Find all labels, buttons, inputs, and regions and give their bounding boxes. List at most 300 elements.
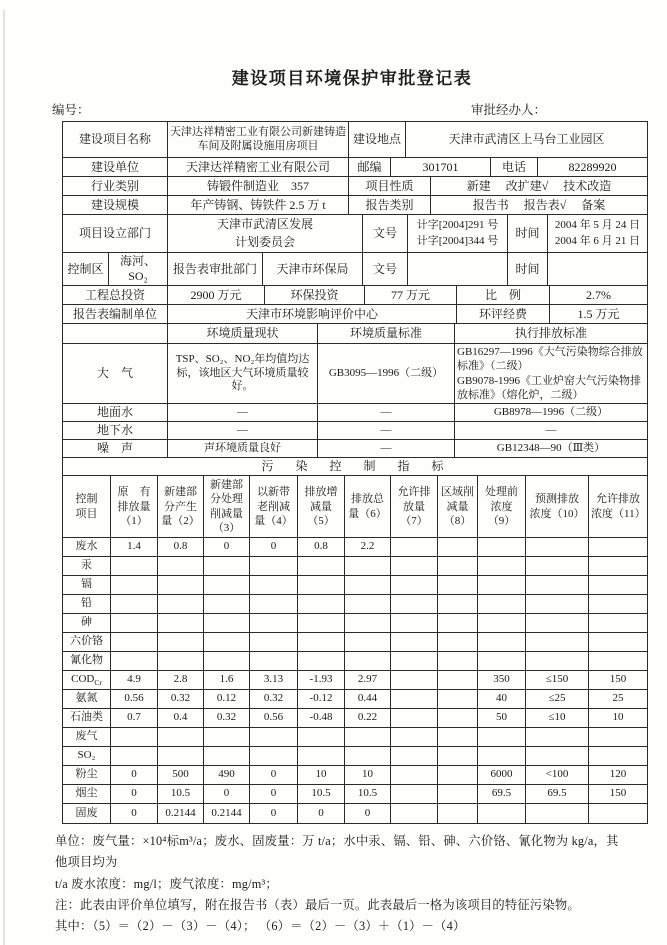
footnote-remark: 注：此表由评价单位填写，附在报告书（表）最后一页。此表最后一格为该项目的特征污染物。 xyxy=(55,897,580,912)
footnote-formula: 其中：（5）＝（2）－（3）－（4）； （6）＝（2）－（3）＋（1）－（4） xyxy=(55,919,466,934)
env-emission-line: GB9078-1996《工业炉窑大气污染物排放标准》（熔化炉，二级） xyxy=(457,374,641,401)
pollutant-name: SO₂ xyxy=(63,747,111,765)
pollution-value-cell xyxy=(526,538,589,556)
pollution-value-cell xyxy=(391,747,438,765)
pollution-value-cell xyxy=(438,538,478,556)
footnotes xyxy=(55,831,620,937)
pollution-value-cell xyxy=(478,595,526,613)
pollution-value-cell: 10 xyxy=(612,711,624,724)
pollution-value-cell: -0.48 xyxy=(298,709,345,727)
env-quality-row xyxy=(63,422,647,440)
pollution-value-cell xyxy=(478,804,526,823)
env-status-value: — xyxy=(168,422,318,439)
row-industry xyxy=(63,177,647,196)
pollution-column-header xyxy=(438,476,478,537)
pollution-value-cell xyxy=(589,538,647,556)
pollution-value-cell xyxy=(478,557,526,575)
pollution-value-cell xyxy=(204,614,250,632)
doc-no-label: 文号 xyxy=(363,215,408,252)
header-line: 处理前 xyxy=(485,486,518,499)
env-quality-corner-cell xyxy=(63,324,168,343)
approver-label: 审批经办人： xyxy=(470,103,546,117)
pollution-value-cell: 0.4 xyxy=(158,709,204,727)
pollution-value-cell xyxy=(250,747,298,765)
pollution-value-cell xyxy=(526,633,589,651)
pollution-value-cell: 2.97 xyxy=(345,671,391,689)
pollution-row xyxy=(63,557,647,576)
pollution-value-cell: 2.2 xyxy=(345,538,391,556)
unit-label: 建设单位 xyxy=(63,158,168,176)
pollution-column-header-lines xyxy=(76,492,98,521)
header-line: 减量（5） xyxy=(307,500,335,527)
pollution-value-cell: 10.5 xyxy=(298,785,345,803)
pollution-value-cell: 10.5 xyxy=(345,785,391,803)
pollution-value-cell xyxy=(589,595,647,613)
pollution-column-header-lines xyxy=(530,492,585,521)
env-standard-value: — xyxy=(318,404,455,421)
header-line: 量（2） xyxy=(161,514,200,527)
pollution-value-cell: 500 xyxy=(158,766,204,784)
pollution-value-cell xyxy=(438,576,478,594)
env-standard-value: — xyxy=(318,422,455,439)
pollution-value-cell xyxy=(204,595,250,613)
pollution-value-cell xyxy=(589,652,647,670)
pollution-value-cell xyxy=(298,652,345,670)
pollution-value-cell xyxy=(204,557,250,575)
pollution-value-cell xyxy=(111,633,158,651)
pollution-value-cell: 1.4 xyxy=(111,538,158,556)
doc-no2-label: 文号 xyxy=(363,253,408,285)
pollution-value-cell xyxy=(111,747,158,765)
pollution-value-cell xyxy=(204,747,250,765)
pollution-column-header-lines xyxy=(300,485,342,528)
total-invest-value: 2900 万元 xyxy=(168,286,265,304)
industry-label: 行业类别 xyxy=(63,177,168,195)
header-line: 允许排 xyxy=(397,486,431,499)
pollution-value-cell xyxy=(438,652,478,670)
pollution-value-cell: 69.5 xyxy=(526,785,589,803)
pollution-value-cell: 150 xyxy=(609,673,627,686)
env-quality-rows xyxy=(63,344,647,458)
env-medium-name: 噪 声 xyxy=(63,440,168,457)
pollution-value-cell: 490 xyxy=(204,766,250,784)
pollution-value-cell xyxy=(298,557,345,575)
pollution-value-cell: 0.44 xyxy=(345,690,391,708)
report-type-label: 报告类别 xyxy=(349,196,431,214)
pollution-value-cell xyxy=(391,671,438,689)
pollution-row xyxy=(63,728,647,747)
row-scale xyxy=(63,196,647,215)
report-type-value: 报告书 报告表√ 备案 xyxy=(472,197,606,212)
pollution-value-cell xyxy=(526,576,589,594)
row-report-unit xyxy=(63,305,647,324)
pollution-value-cell xyxy=(391,690,438,708)
pollution-value-cell xyxy=(111,728,158,746)
pollution-row xyxy=(63,595,647,614)
pollution-value-cell: 10 xyxy=(298,766,345,784)
env-standard-value: GB3095—1996（二级） xyxy=(318,344,455,403)
pollution-value-cell: 0 xyxy=(111,785,158,803)
doc-no2-value xyxy=(408,253,508,285)
pollution-value-cell: 0.2144 xyxy=(204,804,250,823)
pollution-value-cell xyxy=(478,633,526,651)
env-emission-value xyxy=(455,422,647,439)
pollution-value-cell: 350 xyxy=(478,671,526,689)
registration-form-table xyxy=(62,121,648,824)
doc-no-value xyxy=(408,215,508,252)
pollution-value-cell: 0 xyxy=(204,785,250,803)
pollution-row xyxy=(63,709,647,728)
footnote-units-line1: 单位：废气量：×10⁴标m³/a；废水、固废量：万 t/a；水中汞、镉、铅、砷、六价铬、氰化物为 kg/a，其他项目均为 xyxy=(55,834,619,870)
pollution-value-cell: 50 xyxy=(478,709,526,727)
phone-label: 电话 xyxy=(491,158,538,176)
pollution-value-cell xyxy=(298,728,345,746)
phone-value: 82289920 xyxy=(568,159,617,174)
pollution-value-cell xyxy=(478,538,526,556)
header-line: （3） xyxy=(212,521,241,534)
pollution-value-cell xyxy=(391,709,438,727)
pollution-column-header xyxy=(298,476,345,537)
env-invest-value: 77 万元 xyxy=(365,286,457,304)
total-invest-label: 工程总投资 xyxy=(63,286,168,304)
pollution-row xyxy=(63,614,647,633)
pollution-value-cell xyxy=(391,538,438,556)
pollution-value-cell: 0 xyxy=(250,538,298,556)
approve-dept-label: 报告表审批部门 xyxy=(168,253,263,285)
header-line: 原 有 xyxy=(117,486,151,499)
pollution-value-cell xyxy=(438,785,478,803)
establish-dept-value xyxy=(168,215,363,252)
pollution-value-cell xyxy=(111,557,158,575)
header-line: （1） xyxy=(120,514,148,527)
pollution-value-cell xyxy=(250,614,298,632)
pollution-value-cell xyxy=(526,728,589,746)
pollutant-name: 粉尘 xyxy=(63,766,111,784)
header-line: 区域削 xyxy=(441,486,474,499)
pollution-value-cell: 3.13 xyxy=(250,671,298,689)
pollution-value-cell xyxy=(589,633,647,651)
pollution-value-cell xyxy=(589,747,647,765)
pollution-value-cell xyxy=(526,557,589,575)
pollution-value-cell xyxy=(158,614,204,632)
pollution-value-cell: 10.5 xyxy=(158,785,204,803)
pollution-value-cell: ≤25 xyxy=(526,690,589,708)
pollution-value-cell: 0 xyxy=(111,804,158,823)
row-project-name xyxy=(63,122,647,158)
header-line: 减量 xyxy=(446,500,469,513)
pollution-value-cell xyxy=(438,633,478,651)
pollution-column-header-lines xyxy=(348,492,387,521)
pollution-row xyxy=(63,766,647,785)
pollution-column-header xyxy=(478,476,526,537)
pollution-value-cell xyxy=(478,614,526,632)
pollution-value-cell xyxy=(438,766,478,784)
nature-value: 新建 改扩建√ 技术改造 xyxy=(466,178,612,193)
pollution-value-cell: 0.32 xyxy=(250,690,298,708)
pollution-value-cell xyxy=(345,633,391,651)
env-medium-name: 地面水 xyxy=(63,404,168,421)
pollution-value-cell: 0 xyxy=(345,804,391,823)
pollution-value-cell xyxy=(111,652,158,670)
pollution-value-cell xyxy=(250,576,298,594)
pollution-column-header-lines xyxy=(161,485,200,528)
unit-value: 天津达祥精密工业有限公司 xyxy=(168,158,349,176)
pollution-value-cell: 1.6 xyxy=(204,671,250,689)
eia-fee-value: 1.5 万元 xyxy=(577,306,620,321)
pollution-value-cell: 0 xyxy=(204,538,250,556)
establish-dept-label: 项目设立部门 xyxy=(63,215,168,252)
pollution-value-cell: 0.56 xyxy=(250,709,298,727)
pollution-value-cell: 150 xyxy=(609,787,627,800)
pollutant-name: 石油类 xyxy=(63,709,111,727)
pollution-value-cell xyxy=(391,804,438,823)
pollutant-name: 烟尘 xyxy=(63,785,111,803)
time-line2: 2004 年 6 月 21 日 xyxy=(554,234,641,247)
env-emission-line: — xyxy=(545,423,557,436)
pollutant-name: 六价铬 xyxy=(63,633,111,651)
pollution-column-header xyxy=(204,476,250,537)
pollution-row xyxy=(63,538,647,557)
header-line: 老削减 xyxy=(257,500,290,513)
pollution-row xyxy=(63,804,647,823)
pollution-value-cell xyxy=(111,595,158,613)
pollution-value-cell xyxy=(158,652,204,670)
nature-label: 项目性质 xyxy=(349,177,431,195)
env-status-value: TSP、SO₂、NO₂年均值均达标，该地区大气环境质量较好。 xyxy=(168,344,318,403)
pollution-value-cell xyxy=(438,614,478,632)
env-status-value: — xyxy=(168,404,318,421)
header-line: 浓度（9） xyxy=(487,500,516,527)
pollution-value-cell xyxy=(250,728,298,746)
pollution-section-title: 污 染 控 制 指 标 xyxy=(261,459,449,474)
report-unit-value: 天津市环境影响评价中心 xyxy=(168,305,457,323)
pollution-value-cell xyxy=(478,576,526,594)
env-quality-standard-header: 环境质量标准 xyxy=(318,324,455,343)
pollution-value-cell xyxy=(391,614,438,632)
project-name-value: 天津达祥精密工业有限公司新建铸造车间及附属设施用房项目 xyxy=(168,122,349,157)
env-quality-row xyxy=(63,344,647,404)
header-line: 削减量 xyxy=(210,507,243,520)
pollution-value-cell xyxy=(589,804,647,823)
pollution-value-cell xyxy=(438,747,478,765)
pollution-value-cell: 0.7 xyxy=(111,709,158,727)
report-unit-label: 报告表编制单位 xyxy=(63,305,168,323)
pollution-value-cell xyxy=(298,747,345,765)
env-quality-header-row xyxy=(63,324,647,344)
control-zone-label: 控制区 xyxy=(63,253,109,285)
header-line: 分处理 xyxy=(210,493,243,506)
pollution-value-cell: -1.93 xyxy=(298,671,345,689)
pollution-value-cell: 10 xyxy=(345,766,391,784)
pollution-value-cell xyxy=(298,633,345,651)
header-line: 浓度（11） xyxy=(591,507,646,520)
pollution-value-cell xyxy=(526,614,589,632)
header-line: 以新带 xyxy=(257,486,290,499)
header-line: 新建部 xyxy=(164,486,197,499)
pollutant-name: COD Cr xyxy=(63,671,111,689)
pollution-value-cell xyxy=(438,671,478,689)
time2-value xyxy=(548,253,647,285)
pollution-value-cell xyxy=(345,557,391,575)
pollution-value-cell xyxy=(526,652,589,670)
pollutant-name: 砷 xyxy=(63,614,111,632)
establish-dept-line1: 天津市武清区发展 xyxy=(216,217,313,232)
time-value xyxy=(548,215,647,252)
pollution-value-cell xyxy=(438,804,478,823)
env-emission-line: GB8978—1996（二级） xyxy=(493,405,609,418)
pollution-value-cell xyxy=(204,728,250,746)
pollution-value-cell xyxy=(589,728,647,746)
pollution-column-header-lines xyxy=(118,485,151,528)
pollution-value-cell xyxy=(589,576,647,594)
pollution-value-cell xyxy=(298,576,345,594)
pollution-value-cell: 0 xyxy=(250,804,298,823)
pollution-value-cell xyxy=(298,595,345,613)
pollution-value-cell xyxy=(111,614,158,632)
row-construction-unit xyxy=(63,158,647,177)
pollution-value-cell xyxy=(438,709,478,727)
pollution-value-cell xyxy=(345,576,391,594)
location-value: 天津市武清区上马台工业园区 xyxy=(448,132,605,146)
approve-dept-value: 天津市环保局 xyxy=(263,253,363,285)
pollution-value-cell xyxy=(204,652,250,670)
footnote-units-line2: t/a 废水浓度：mg/l；废气浓度：mg/m³； xyxy=(55,876,278,891)
pollutant-name: 镉 xyxy=(63,576,111,594)
pollution-column-header-lines xyxy=(210,478,243,535)
pollution-value-cell: 40 xyxy=(478,690,526,708)
pollution-column-header-lines xyxy=(254,485,293,528)
row-establish-dept xyxy=(63,215,647,253)
pollutant-name-subscript: Cr xyxy=(94,677,102,687)
pollution-value-cell xyxy=(391,557,438,575)
header-line: 分产生 xyxy=(164,500,197,513)
project-name-label: 建设项目名称 xyxy=(63,122,168,157)
pollution-row xyxy=(63,652,647,671)
pollution-column-header xyxy=(250,476,298,537)
pollution-row xyxy=(63,576,647,595)
header-line: 预测排放 xyxy=(535,493,579,506)
pollution-value-cell xyxy=(478,747,526,765)
pollution-value-cell xyxy=(589,557,647,575)
env-quality-status-header: 环境质量现状 xyxy=(168,324,318,343)
pollutant-name: 废水 xyxy=(63,538,111,556)
header-line: 控制 xyxy=(75,493,98,506)
pollution-column-header-lines xyxy=(393,485,435,528)
location-label: 建设地点 xyxy=(349,122,406,157)
pollution-value-cell xyxy=(204,633,250,651)
scale-label: 建设规模 xyxy=(63,196,168,214)
pollution-value-cell: 0 xyxy=(250,785,298,803)
env-emission-value xyxy=(455,344,647,403)
pollution-value-cell xyxy=(589,614,647,632)
pollution-column-header xyxy=(391,476,438,537)
pollution-value-cell: ≤10 xyxy=(526,709,589,727)
postcode-value: 301701 xyxy=(391,158,491,176)
time2-label: 时间 xyxy=(508,253,548,285)
pollution-value-cell xyxy=(478,728,526,746)
env-quality-row xyxy=(63,404,647,422)
form-number-label: 编号： xyxy=(52,103,90,117)
pollution-value-cell xyxy=(345,614,391,632)
pollutant-name: 铅 xyxy=(63,595,111,613)
pollution-value-cell: 120 xyxy=(609,768,627,781)
pollutant-name: 废气 xyxy=(63,728,111,746)
pollution-value-cell: 0.32 xyxy=(158,690,204,708)
pollution-value-cell xyxy=(391,652,438,670)
pollution-row xyxy=(63,633,647,652)
pollution-value-cell xyxy=(391,595,438,613)
pollution-column-header xyxy=(111,476,158,537)
pollution-row xyxy=(63,671,647,690)
pollution-value-cell: 0.56 xyxy=(111,690,158,708)
header-line: 排放总 xyxy=(351,493,384,506)
pollution-value-cell: 0 xyxy=(298,804,345,823)
header-line: （8） xyxy=(443,514,472,527)
scale-value: 年产铸钢、铸铁件 2.5 万 t xyxy=(168,196,349,214)
pollution-column-header-lines xyxy=(591,492,645,521)
header-line: 量（4） xyxy=(254,514,293,527)
env-medium-name: 大 气 xyxy=(63,344,168,403)
pollution-value-cell: 0.12 xyxy=(204,690,250,708)
pollution-value-cell xyxy=(158,595,204,613)
pollution-value-cell xyxy=(438,557,478,575)
pollution-value-cell xyxy=(345,747,391,765)
pollution-value-cell xyxy=(526,804,589,823)
pollution-value-cell: 4.9 xyxy=(111,671,158,689)
pollution-column-header-lines xyxy=(480,485,523,528)
pollution-value-cell: <100 xyxy=(526,766,589,784)
pollution-column-header xyxy=(63,476,111,537)
pollution-value-cell: 69.5 xyxy=(478,785,526,803)
pollution-column-header-lines xyxy=(441,485,474,528)
time-line1: 2004 年 5 月 24 日 xyxy=(554,218,641,231)
pollutant-name: 氰化物 xyxy=(63,652,111,670)
header-line: 浓度（10） xyxy=(529,507,585,520)
pollution-value-cell xyxy=(298,614,345,632)
header-line: 新建部 xyxy=(210,479,243,492)
pollution-value-cell xyxy=(204,576,250,594)
ratio-value: 2.7% xyxy=(586,287,611,302)
doc-no-line1: 计字[2004]291 号 xyxy=(416,218,499,231)
pollution-section-title-row xyxy=(63,458,647,476)
pollution-value-cell xyxy=(158,557,204,575)
pollution-value-cell xyxy=(391,633,438,651)
env-emission-line: GB12348—90（Ⅲ类） xyxy=(496,441,606,454)
pollution-value-cell xyxy=(438,728,478,746)
env-medium-name: 地下水 xyxy=(63,422,168,439)
pollutant-name: 固废 xyxy=(63,804,111,823)
header-line: 量（6） xyxy=(348,507,387,520)
pollution-value-cell xyxy=(158,576,204,594)
pollution-value-cell xyxy=(111,576,158,594)
pollution-value-cell xyxy=(391,728,438,746)
header-line: 项目 xyxy=(75,507,98,520)
pollution-value-cell xyxy=(250,557,298,575)
header-line: 排放量 xyxy=(117,500,151,513)
pollution-row xyxy=(63,785,647,804)
pollutant-name: 氨氮 xyxy=(63,690,111,708)
pollution-value-cell: 2.8 xyxy=(158,671,204,689)
pollution-value-cell: 0.8 xyxy=(158,538,204,556)
pollution-value-cell xyxy=(438,690,478,708)
doc-no-line2: 计字[2004]344 号 xyxy=(416,234,499,247)
env-quality-emission-header: 执行排放标准 xyxy=(514,326,587,340)
header-line: 允许排放 xyxy=(596,493,640,506)
env-invest-label: 环保投资 xyxy=(265,286,365,304)
pollution-value-cell xyxy=(345,728,391,746)
pollution-value-cell xyxy=(158,633,204,651)
pollution-value-cell: 0.8 xyxy=(298,538,345,556)
